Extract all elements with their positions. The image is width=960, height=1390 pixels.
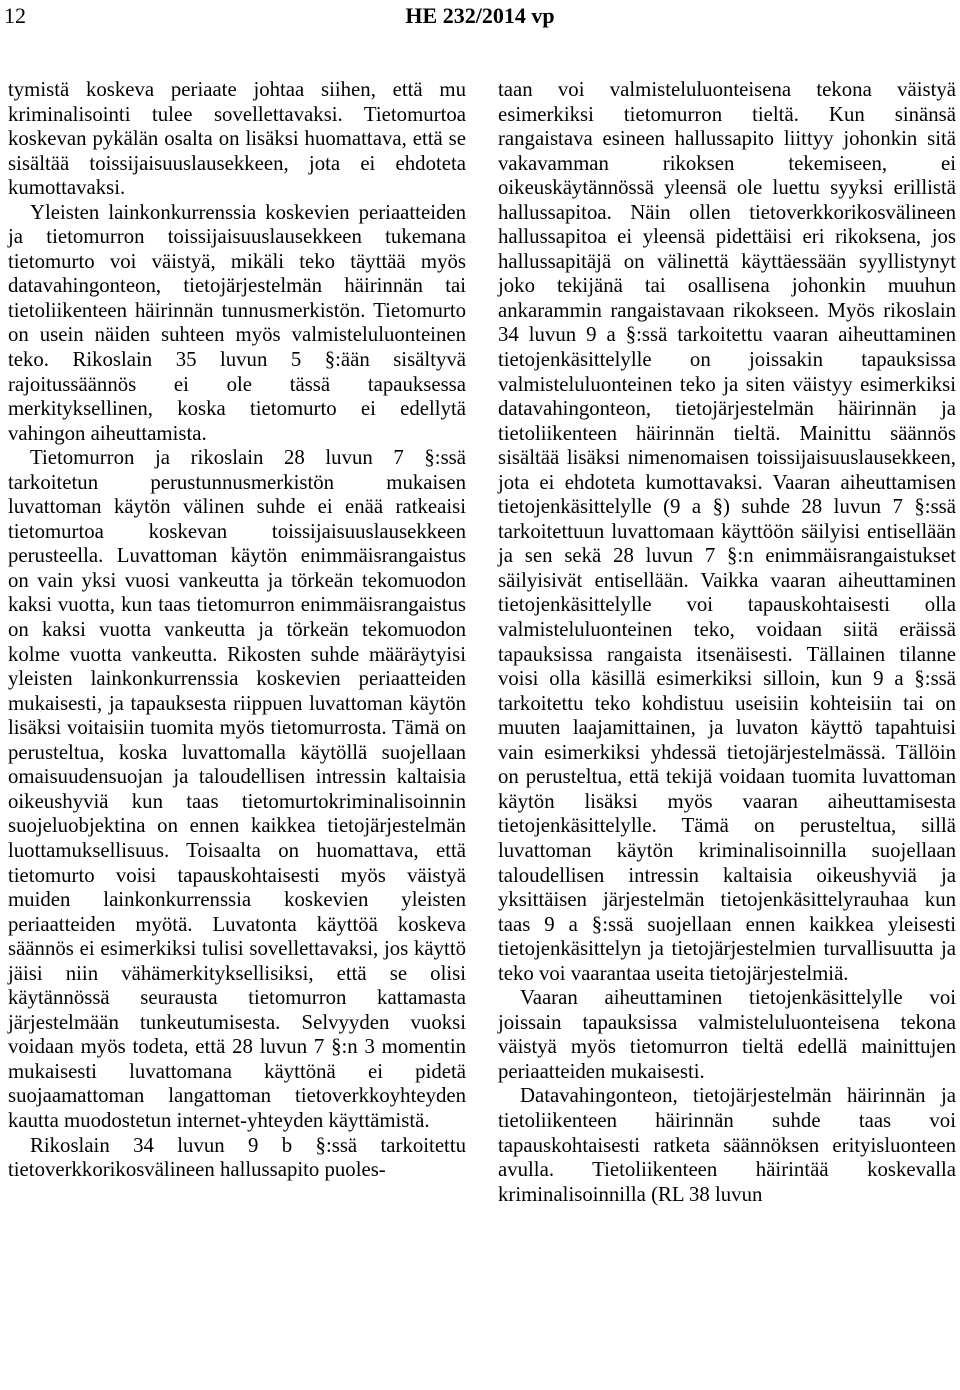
paragraph: tymistä koskeva periaate johtaa siihen, että mu kriminalisointi tulee sovellettavaksi. Tietomurtoa koskevan pykälän osalta on lisäksi huomattava, että se sisältää toissijaisuuslausekkeen, jota ei ehdoteta kumottavaksi. [8, 78, 466, 200]
document-id: HE 232/2014 vp [405, 3, 555, 28]
paragraph: Vaaran aiheuttaminen tietojenkäsittelylle voi joissain tapauksissa valmisteluluonteisena tekona väistyä myös tietomurron tieltä edellä mainittujen periaatteiden mukaisesti. [498, 986, 956, 1083]
paragraph: taan voi valmisteluluonteisena tekona väistyä esimerkiksi tietomurron tieltä. Kun sinänsä rangaistava esineen hallussapito liittyy johonkin sitä vakavamman rikoksen tekemiseen, ei oikeuskäytännössä yleensä ole luettu syyksi erillistä hallussapitoa. Näin ollen tietoverkkorikosvälineen hallussapitoa ei yleensä pidettäisi eri rikoksena, jos hallussapitäjä on välinettä käyttäessään syyllistynyt joko tekijänä tai osallisena johonkin muuhun ankarammin rangaistavaan rikokseen. Myös rikoslain 34 luvun 9 a §:ssä tarkoitettu vaaran aiheuttaminen tietojenkäsittelylle on joissakin tapauksissa valmisteluluonteinen teko ja siten väistyy esimerkiksi datavahingonteon, tietojärjestelmän häirinnän ja tietoliikenteen häirinnän tieltä. Mainittu säännös sisältää lisäksi nimenomaisen toissijaisuuslausekkeen, jota ei ehdoteta kumottavaksi. Vaaran aiheuttamisen tietojenkäsittelylle (9 a §) suhde 28 luvun 7 §:ssä tarkoitettuun luvattomaan käyttöön säilyisi entisellään ja sen sekä 28 luvun 7 §:n enimmäisrangaistukset säilyisivät entisellään. Vaikka vaaran aiheuttaminen tietojenkäsittelylle voi tapauskohtaisesti olla valmisteluluonteinen teko, voidaan siitä eräissä tapauksissa rangaista itsenäisesti. Tällainen tilanne voisi olla käsillä esimerkiksi silloin, kun 9 a §:ssä tarkoitettu teko kohdistuu useisiin kohteisiin tai on muuten laajamittainen, ja luvaton käyttö tapahtuisi vain esimerkiksi yhdessä tietojärjestelmässä. Tällöin on perusteltua, että tekijä voidaan tuomita luvattoman käytön lisäksi myös vaaran aiheuttamisesta tietojenkäsittelylle. Tämä on perusteltua, sillä luvattoman käytön kriminalisoinnilla suojellaan taloudellisen intressin kaltaisia oikeushyviä ja yksittäisen järjestelmän tietojenkäsittelyrauhaa kun taas 9 a §:ssä suojellaan ennen kaikkea yleisesti tietojenkäsittelyn ja tietojärjestelmien turvallisuutta ja teko voi vaarantaa useita tietojärjestelmiä. [498, 78, 956, 985]
paragraph: Yleisten lainkonkurrenssia koskevien periaatteiden ja tietomurron toissijaisuuslausekkeen tukemana tietomurto voi väistyä, mikäli teko täyttää myös datavahingonteon, tietojärjestelmän häirinnän tai tietoliikenteen häirinnän tunnusmerkistön. Tietomurto on usein näiden suhteen myös valmisteluluonteinen teko. Rikoslain 35 luvun 5 §:ään sisältyvä rajoitussäännös ei ole tässä tapauksessa merkityksellinen, koska tietomurto ei edellytä vahingon aiheuttamista. [8, 200, 466, 445]
paragraph: Rikoslain 34 luvun 9 b §:ssä tarkoitettu tietoverkkorikosvälineen hallussapito puoles- [8, 1133, 466, 1182]
paragraph: Tietomurron ja rikoslain 28 luvun 7 §:ssä tarkoitetun perustunnusmerkistön mukaisen luvattoman käytön välinen suhde ei enää ratkeaisi tietomurtoa koskevan toissijaisuuslausekkeen perusteella. Luvattoman käytön enimmäisrangaistus on vain yksi vuosi vankeutta ja törkeän tekomuodon kaksi vuotta, kun taas tietomurron enimmäisrangaistus on kaksi vuotta vankeutta ja törkeän tekomuodon kolme vuotta vankeutta. Rikosten suhde määräytyisi yleisten lainkonkurrenssia koskevien periaatteiden mukaisesti, ja tapauksesta riippuen luvattoman käytön lisäksi voitaisiin tuomita myös tietomurrosta. Tämä on perusteltua, koska luvattomalla käytöllä suojellaan omaisuudensuojan ja taloudellisen intressin kaltaisia oikeushyviä kun taas tietomurtokriminalisoinnin suojeluobjektina on ennen kaikkea tietojärjestelmän luottamuksellisuus. Toisaalta on huomattava, että tietomurto voisi tapauskohtaisesti myös väistyä muiden lainkonkurrenssia koskevien yleisten periaatteiden myötä. Luvatonta käyttöä koskeva säännös ei esimerkiksi tulisi sovellettavaksi, jos käyttö jäisi niin vähämerkityksellisiksi, että se olisi käytännössä seurausta tietomurron kattamasta järjestelmään tunkeutumisesta. Selvyyden vuoksi voidaan myös todeta, että 28 luvun 7 §:n 3 momentin mukaisesti luvattomana käyttönä ei pidetä suojaamattoman langattoman tietoverkkoyhteyden kautta muodostetun internet-yhteyden käyttämistä. [8, 446, 466, 1132]
paragraph: Datavahingonteon, tietojärjestelmän häirinnän ja tietoliikenteen häirinnän suhde taas voi tapauskohtaisesti ratketa säännöksen erityisluonteen avulla. Tietoliikenteen häirintää koskevalla kriminalisoinnilla (RL 38 luvun [498, 1084, 956, 1206]
right-column [498, 78, 956, 1207]
left-column [8, 78, 466, 1183]
page-number: 12 [4, 3, 26, 28]
page-header [0, 0, 960, 40]
